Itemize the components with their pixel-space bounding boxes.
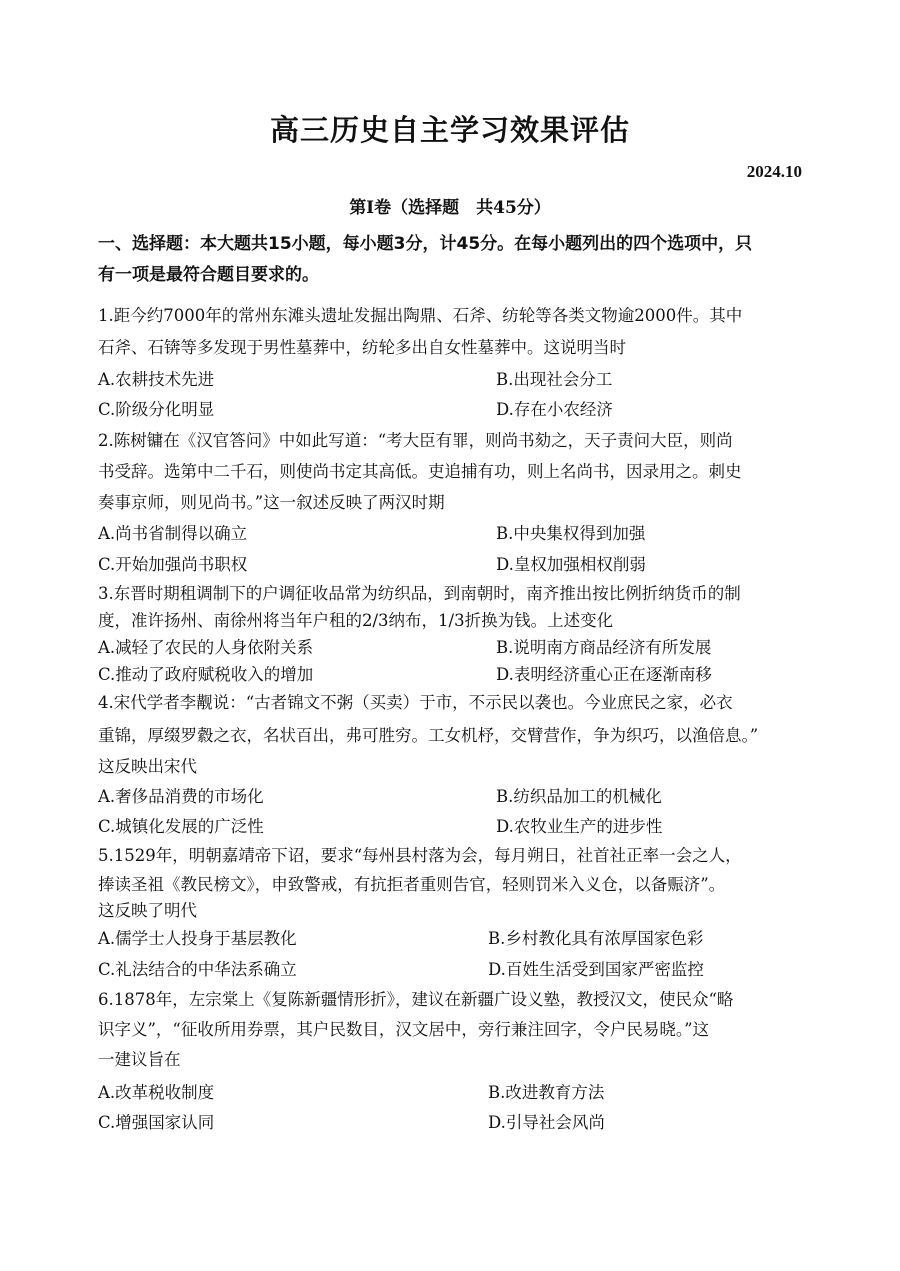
question-3-stem-line-1: 3.东晋时期租调制下的户调征收品常为纺织品，到南朝时，南齐推出按比例折纳货币的制 [98,584,741,603]
question-2-stem-line-2: 书受辞。选第中二千石，则使尚书定其高低。吏追捕有功，则上名尚书，因录用之。刺史 [98,462,742,481]
section-title: 第Ⅰ卷（选择题 共45分） [349,198,551,218]
question-3-option-c: C.推动了政府赋税收入的增加 [98,665,314,684]
exam-date: 2024.10 [746,162,802,181]
question-2-option-c: C.开始加强尚书职权 [98,555,248,574]
question-2-option-d: D.皇权加强相权削弱 [496,555,646,574]
question-1-option-c: C.阶级分化明显 [98,400,215,419]
question-1-option-a: A.农耕技术先进 [98,370,215,389]
question-5-stem-line-2: 捧读圣祖《教民榜文》，申致警戒，有抗拒者重则告官，轻则罚米入义仓，以备赈济”。 [98,875,726,894]
question-3-option-d: D.表明经济重心正在逐渐南移 [496,665,712,684]
question-6-option-c: C.增强国家认同 [98,1113,215,1132]
question-6-option-b: B.改进教育方法 [488,1083,605,1102]
question-4-option-b: B.纺织品加工的机械化 [496,787,662,806]
instructions-line-2: 有一项是最符合题目要求的。 [98,265,319,285]
question-4-option-c: C.城镇化发展的广泛性 [98,817,264,836]
question-5-option-b: B.乡村教化具有浓厚国家色彩 [488,929,704,948]
question-5-stem-line-3: 这反映了明代 [98,901,197,920]
question-4-option-a: A.奢侈品消费的市场化 [98,787,264,806]
question-2-stem-line-3: 奏事京师，则见尚书。”这一叙述反映了两汉时期 [98,493,445,512]
question-3-option-a: A.减轻了农民的人身依附关系 [98,638,314,657]
question-5-option-d: D.百姓生活受到国家严密监控 [488,960,704,979]
question-2-stem-line-1: 2.陈树镛在《汉官答问》中如此写道：“考大臣有罪，则尚书劾之，天子责问大臣，则尚 [98,431,733,450]
question-1-stem-line-2: 石斧、石锛等多发现于男性墓葬中，纺轮多出自女性墓葬中。这说明当时 [98,338,626,357]
question-1-option-b: B.出现社会分工 [496,370,613,389]
question-4-stem-line-3: 这反映出宋代 [98,757,197,776]
question-5-option-c: C.礼法结合的中华法系确立 [98,960,297,979]
question-2-option-a: A.尚书省制得以确立 [98,524,248,543]
question-5-option-a: A.儒学士人投身于基层教化 [98,929,297,948]
question-1-option-d: D.存在小农经济 [496,400,613,419]
question-3-stem-line-2: 度，准许扬州、南徐州将当年户租的2/3纳布，1/3折换为钱。上述变化 [98,611,614,630]
question-2-option-b: B.中央集权得到加强 [496,524,646,543]
question-6-stem-line-2: 识字义”，“征收所用券票，其户民数目，汉文居中，旁行兼注回字，令户民易晓。”这 [98,1020,710,1039]
question-1-stem-line-1: 1.距今约7000年的常州东滩头遗址发掘出陶鼎、石斧、纺轮等各类文物逾2000件。其中 [98,306,743,325]
question-6-stem-line-3: 一建议旨在 [98,1050,181,1069]
question-4-option-d: D.农牧业生产的进步性 [496,817,663,836]
question-5-stem-line-1: 5.1529年，明朝嘉靖帝下诏，要求“每州县村落为会，每月朔日，社首社正率一会之人， [98,846,742,865]
question-3-option-b: B.说明南方商品经济有所发展 [496,638,712,657]
page-title: 高三历史自主学习效果评估 [269,113,630,147]
instructions-line-1: 一、选择题：本大题共15小题，每小题3分，计45分。在每小题列出的四个选项中，只 [98,234,753,254]
question-4-stem-line-1: 4.宋代学者李觏说：“古者锦文不粥（买卖）于市，不示民以袭也。今业庶民之家，必衣 [98,693,733,712]
question-6-option-a: A.改革税收制度 [98,1083,215,1102]
question-4-stem-line-2: 重锦，厚缀罗縠之衣，名状百出，弗可胜穷。工女机杼，交臂营作，争为织巧，以渔倍息。” [98,726,759,745]
question-6-stem-line-1: 6.1878年，左宗棠上《复陈新疆情形折》，建议在新疆广设义塾，教授汉文，使民众“略 [98,990,734,1009]
question-6-option-d: D.引导社会风尚 [488,1113,605,1132]
